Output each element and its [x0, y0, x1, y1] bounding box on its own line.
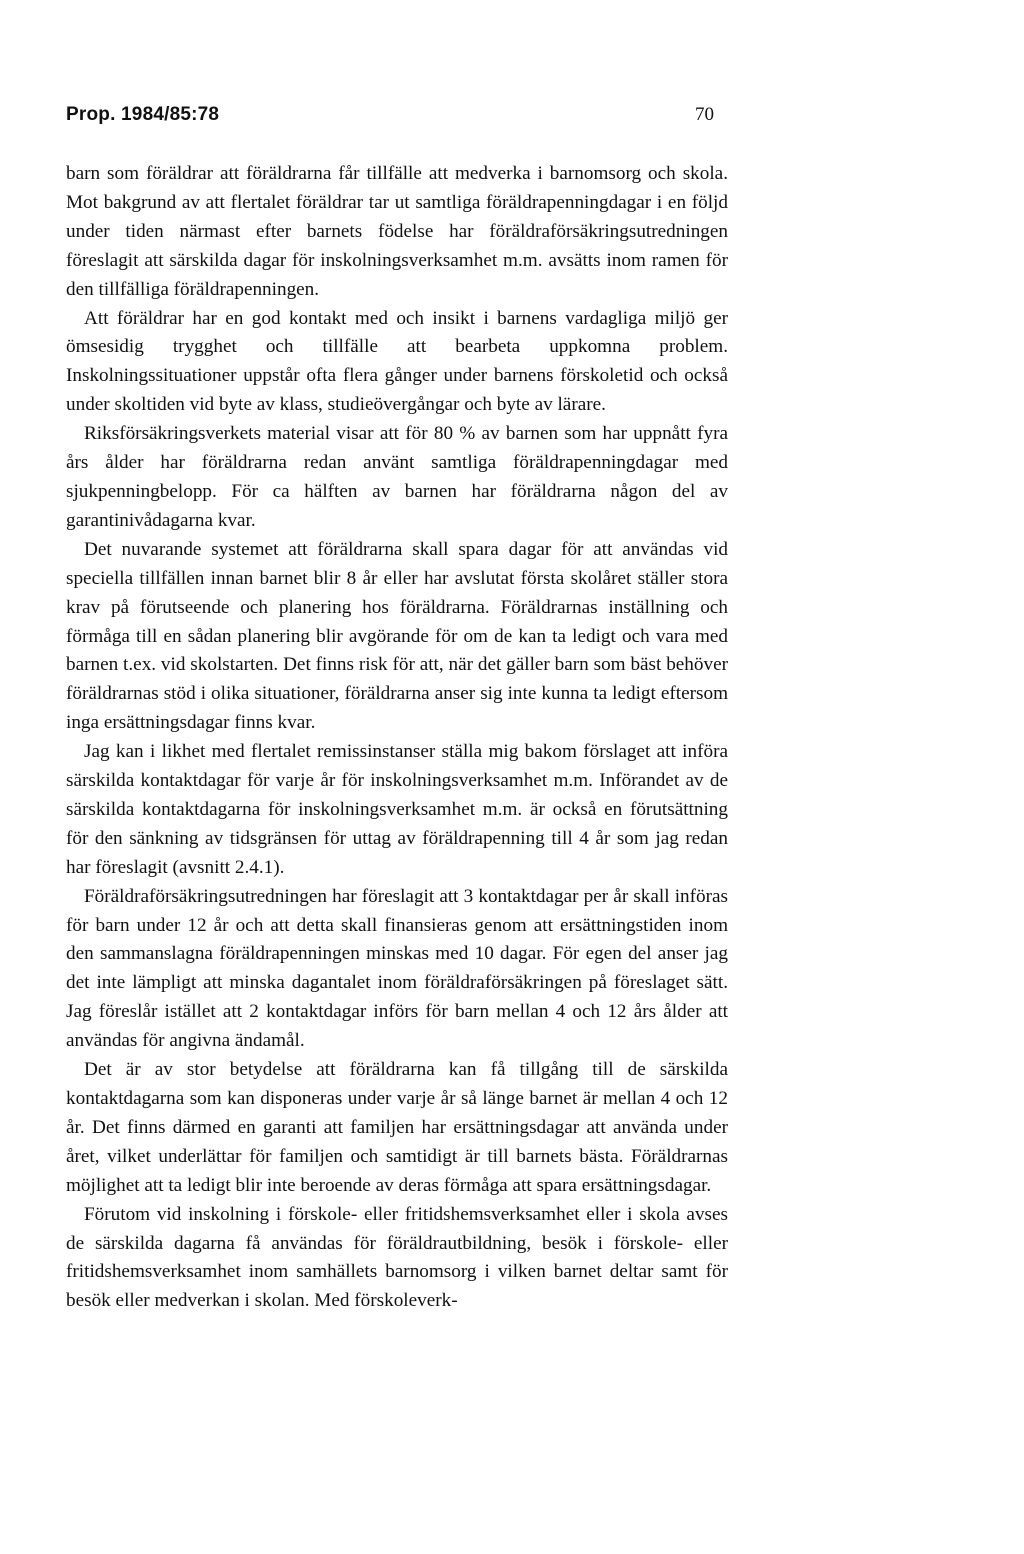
paragraph: Jag kan i likhet med flertalet remissinstanser ställa mig bakom förslaget att införa särskilda kontaktdagar för varje år för inskolningsverksamhet m.m. Införandet av de särskilda kontaktdagarna för inskolningsverksamhet m.m. är också en förutsättning för den sänkning av tidsgränsen för uttag av föräldrapenning till 4 år som jag redan har föreslagit (avsnitt 2.4.1).: [66, 741, 728, 878]
paragraph: Att föräldrar har en god kontakt med och insikt i barnens vardagliga miljö ger ömsesidig trygghet och tillfälle att bearbeta uppkomna problem. Inskolningssituationer uppstår ofta flera gånger under barnens förskoletid och också under skoltiden vid byte av klass, studieövergångar och byte av lärare.: [66, 307, 728, 416]
document-reference: Prop. 1984/85:78: [66, 104, 220, 125]
paragraph: Föräldraförsäkringsutredningen har föreslagit att 3 kontaktdagar per år skall införas för barn under 12 år och att detta skall finansieras genom att ersättningstiden inom den sammanslagna föräldrapenningen minskas med 10 dagar. För egen del anser jag det inte lämpligt att minska dagantalet inom föräldraförsäkringen på föreslaget sätt. Jag föreslår istället att 2 kontaktdagar införs för barn mellan 4 och 12 års ålder att användas för angivna ändamål.: [66, 885, 728, 1052]
paragraph: barn som föräldrar att föräldrarna får tillfälle att medverka i barnomsorg och skola. Mot bakgrund av att flertalet föräldrar tar ut samtliga föräldrapenningdagar i en följd under tiden närmast efter barnets födelse har föräldraförsäkringsutredningen föreslagit att särskilda dagar för inskolningsverksamhet m.m. avsätts inom ramen för den tillfälliga föräldrapenningen.: [66, 163, 728, 300]
paragraph: Det nuvarande systemet att föräldrarna skall spara dagar för att användas vid speciella tillfällen innan barnet blir 8 år eller har avslutat första skolåret ställer stora krav på förutseende och planering hos föräldrarna. Föräldrarnas inställning och förmåga till en sådan planering blir avgörande för om de kan ta ledigt och vara med barnen t.ex. vid skolstarten. Det finns risk för att, när det gäller barn som bäst behöver föräldrarnas stöd i olika situationer, föräldrarna anser sig inte kunna ta ledigt eftersom inga ersättningsdagar finns kvar.: [66, 538, 728, 734]
page-header: [66, 104, 714, 132]
paragraph: Det är av stor betydelse att föräldrarna kan få tillgång till de särskilda kontaktdagarna som kan disponeras under varje år så länge barnet är mellan 4 och 12 år. Det finns därmed en garanti att familjen har ersättningsdagar att använda under året, vilket underlättar för familjen och samtidigt är till barnets bästa. Föräldrarnas möjlighet att ta ledigt blir inte beroende av deras förmåga att spara ersättningsdagar.: [66, 1059, 728, 1196]
paragraph: Riksförsäkringsverkets material visar att för 80 % av barnen som har uppnått fyra års ålder har föräldrarna redan använt samtliga föräldrapenningdagar med sjukpenningbelopp. För ca hälften av barnen har föräldrarna någon del av garantinivådagarna kvar.: [66, 423, 728, 531]
page-number: 70: [695, 104, 714, 125]
paragraph: Förutom vid inskolning i förskole- eller fritidshemsverksamhet eller i skola avses de särskilda dagarna få användas för föräldrautbildning, besök i förskole- eller fritidshemsverksamhet inom samhällets barnomsorg i vilken barnet deltar samt för besök eller medverkan i skolan. Med förskoleverk-: [66, 1203, 728, 1312]
body-text: [66, 160, 728, 1316]
